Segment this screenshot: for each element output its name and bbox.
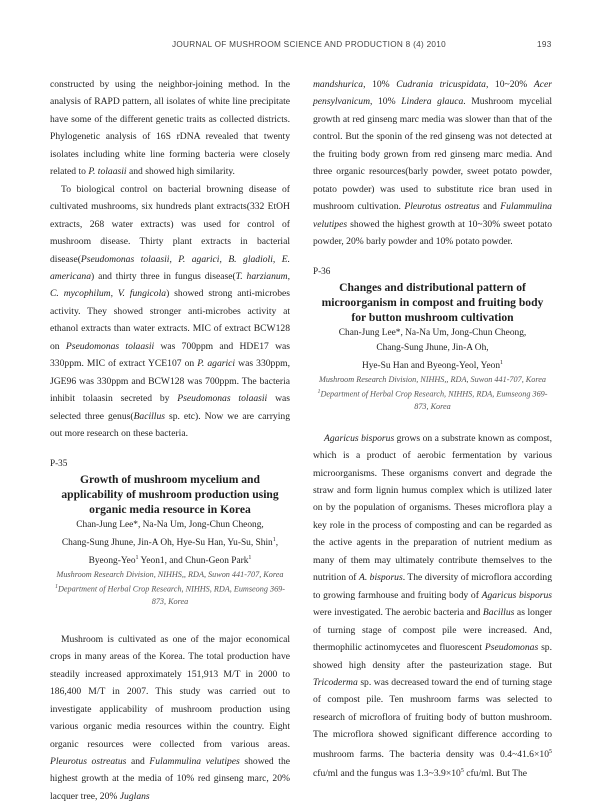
journal-title: JOURNAL OF MUSHROOM SCIENCE AND PRODUCTION 8 (4) 2010 (172, 40, 446, 49)
left-column (50, 76, 290, 805)
paragraph: constructed by using the neighbor-joining method. In the analysis of RAPD pattern, all isolates of white line precipitate have some of the different genetic traits as collected districts. Phylogenetic analysis of 16S rDNA revealed that twenty isolates including white line forming bacteria were closely related to P. tolaasii and showed high similarity. (50, 79, 290, 178)
abstract-label: P-36 (313, 265, 331, 276)
right-column (313, 76, 552, 783)
authors: Chan-Jung Lee*, Na-Na Um, Jong-Chun Cheong, Chang-Sung Jhune, Jin-A Oh, Hye-Su Han and Byeong-Yeol, Yeon$^1$ (338, 327, 527, 371)
page-number: 193 (537, 40, 552, 49)
paragraph: To biological control on bacterial browning disease of cultivated mushrooms, six hundreds plant extracts(332 EtOH extracts, 268 water extracts) was used for control of mushroom disease. Thirty plant extracts in bacterial disease(Pseudomonas tolaasii, P. agarici, B. gladioli, E. americana) and thirty three in fungus disease(T. harzianum, C. mycophilum, V. fungicola) showed strong anti-microbes activity. They showed stronger anti-microbes activity at ethanol extracts than water extracts. MIC of extract BCW128 on Pseudomonas tolaasii was 700ppm and HDE17 was 330ppm. MIC of extract YCE107 on P. agarici was 330ppm, JGE96 was 330ppm and BCW128 was 700ppm. The bacteria inhibit tolaasin secreted by Pseudomonas tolaasii was selected three genus(Bacillus sp. etc). Now we are carrying out more research on these bacteria. (50, 183, 291, 440)
abstract-label: P-35 (50, 457, 68, 468)
affiliation: $^1$Department of Herbal Crop Research, NIHHS, RDA, Eumseong 369-873, Korea (54, 584, 286, 607)
affiliation: $^1$Department of Herbal Crop Research, NIHHS, RDA, Eumseong 369-873, Korea (317, 389, 548, 412)
paragraph: mandshurica, 10% Cudrania tricuspidata, 10~20% Acer pensylvanicum, 10% Lindera glauca. Mushroom mycelial growth at red ginseng marc media was slower than that of the control. But the sponin of the red ginseng was not detected at the fruiting body grown from red ginseng marc media. And three organic resources(barly powder, sweet potato powder, potato powder) was used to substitute rice bran used in mushroom cultivation. Pleurotus ostreatus and Fulammulina velutipes showed the highest growth at 10~30% sweet potato powder, 20% barly powder and 10% potato powder. (313, 79, 552, 248)
abstract-title: Changes and distributional pattern of microorganism in compost and fruiting body for button mushroom cultivation (321, 280, 544, 325)
paragraph: Agaricus bisporus grows on a substrate known as compost, which is a product of aerobic fermentation by various microorganisms. These organisms convert and degrade the straw and form lignin humus complex which is utilized later on by the population of organisms. Theses microflora play a key role in the process of composting and can be regarded as the active agents in the preparation of nutrient medium as many of them may ultimately contribute themselves to the nutrition of A. bisporus. The diversity of microflora according to growing farmhouse and fruiting body of Agaricus bisporus were investigated. The aerobic bacteria and Bacillus as longer of turning stage of compost pile were increased. And, thermophilic actinomycetes and fluorescent Pseudomonas sp. showed high density after the pasteurization stage. But Tricoderma sp. was decreased toward the end of turning stage of compost pile. Ten mushroom farms was selected to research of microflora of fruiting body of button mushroom. The microflora showed significant difference according to mushroom farms. The bacteria density was $0.4\sim 41.6\times 10^5$ cfu/ml and the fungus was $1.3\sim 3.9\times 10^5$ cfu/ml. But The (313, 432, 552, 780)
paragraph: Mushroom is cultivated as one of the major economical crops in many areas of the Korea. The total production have steadily increased approximately 151,913 M/T in 2000 to 186,400 M/T in 2007. This study was carried out to investigate applicability of mushroom production using various organic media resources within the country. Eight organic resources were collected from various areas. Pleurotus ostreatus and Fulammulina velutipes showed the highest growth at the media of 10% red ginseng marc, 20% lacquer tree, 20% Juglans (50, 633, 290, 802)
authors: Chan-Jung Lee*, Na-Na Um, Jong-Chun Cheong, Chang-Sung Jhune, Jin-A Oh, Hye-Su Han, Yu-Su, Shin$^1$, Byeong-Yeo$^1$ Yeon1, and Chun-Geon Park$^1$ (61, 519, 279, 566)
affiliation: Mushroom Research Division, NIHHS,, RDA, Suwon 441-707, Korea (319, 374, 546, 384)
abstract-title: Growth of mushroom mycelium and applicability of mushroom production using organic media resource in Korea (61, 472, 279, 517)
affiliation: Mushroom Research Division, NIHHS,, RDA, Suwon 441-707, Korea (56, 569, 284, 579)
